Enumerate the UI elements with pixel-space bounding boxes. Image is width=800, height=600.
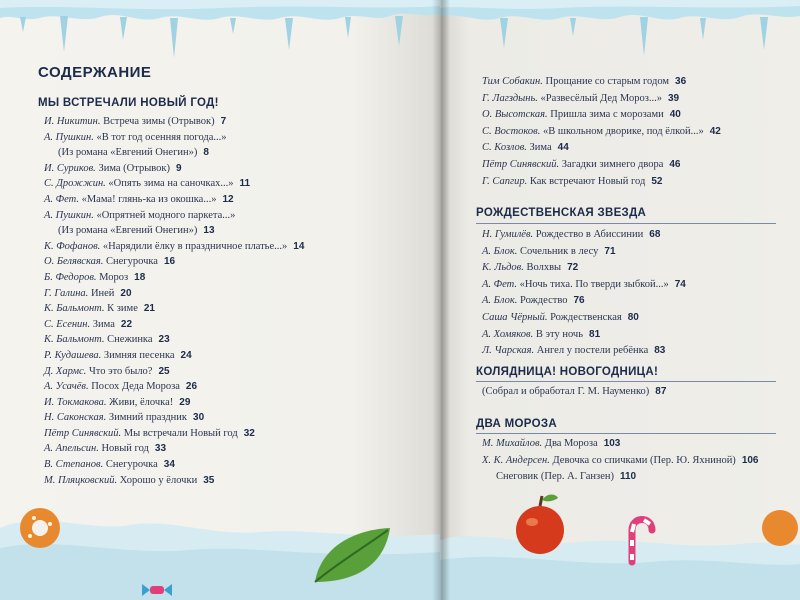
toc-entry: [44, 286, 304, 302]
toc-entry: [482, 174, 721, 191]
entry-page-number: 20: [120, 287, 132, 299]
entry-title: «В школьном дворике, под ёлкой...»: [542, 125, 704, 137]
entry-title: (Из романа «Евгений Онегин»): [58, 147, 198, 159]
toc-entry: [482, 469, 759, 486]
entry-author: А. Усачёв.: [44, 381, 89, 393]
entry-page-number: 7: [220, 116, 227, 127]
toc-entry: [482, 343, 686, 360]
entry-author: С. Востоков.: [482, 125, 541, 137]
toc-entry: [44, 379, 304, 395]
entry-page-number: 71: [604, 245, 616, 257]
entry-title: Девочка со спичками (Пер. Ю. Яхниной): [552, 454, 736, 466]
entry-author: Г. Лагздынь.: [482, 92, 538, 104]
toc-entry: [482, 293, 686, 310]
entry-page-number: 36: [675, 76, 687, 87]
section-heading: РОЖДЕСТВЕНСКАЯ ЗВЕЗДА: [476, 207, 647, 219]
entry-page-number: 42: [709, 125, 721, 137]
entry-page-number: 34: [163, 459, 175, 471]
entry-author: О. Высотская.: [482, 109, 548, 121]
entry-title: Зима: [92, 318, 115, 330]
section-entries: [44, 114, 304, 488]
entry-title: Снегурочка: [105, 459, 158, 471]
icicles-illustration: [0, 0, 440, 70]
toc-entry: [44, 130, 304, 146]
snowdrift-illustration: [440, 490, 800, 600]
entry-author: Б. Федоров.: [44, 271, 97, 283]
toc-entry: [482, 453, 759, 470]
entry-author: Д. Хармс.: [44, 365, 87, 377]
toc-title: СОДЕРЖАНИЕ: [38, 64, 152, 81]
toc-entry: [482, 227, 686, 244]
toc-entry: [44, 161, 304, 177]
entry-page-number: 22: [120, 318, 133, 330]
toc-entry: [482, 124, 721, 141]
toc-entry: [44, 441, 304, 457]
entry-author: И. Токмакова.: [44, 396, 107, 408]
entry-author: Х. К. Андерсен.: [482, 454, 550, 466]
entry-author: С. Есенин.: [44, 318, 91, 330]
entry-page-number: 40: [669, 109, 681, 121]
entry-author: С. Козлов.: [482, 142, 527, 154]
entry-author: К. Бальмонт.: [44, 303, 105, 315]
toc-entry: [482, 140, 721, 157]
entry-author: Г. Сапгир.: [482, 175, 528, 187]
toc-entry: [44, 239, 304, 255]
entry-page-number: 76: [573, 295, 585, 307]
entry-title: Снежинка: [107, 334, 153, 346]
toc-entry: [482, 74, 721, 91]
section-heading: МЫ ВСТРЕЧАЛИ НОВЫЙ ГОД!: [38, 97, 219, 109]
entry-title: Новый год: [101, 443, 149, 455]
book-spine: [432, 0, 450, 600]
entry-page-number: 46: [669, 158, 681, 170]
entry-title: «Ночь тиха. По тверди зыбкой...»: [519, 278, 669, 290]
entry-title: К зиме: [107, 303, 138, 315]
entry-author: О. Белявская.: [44, 256, 104, 268]
entry-author: Тим Собакин.: [482, 76, 543, 87]
entry-page-number: 30: [193, 412, 205, 424]
entry-author: И. Суриков.: [44, 162, 96, 174]
entry-page-number: 52: [651, 175, 663, 187]
entry-page-number: 39: [667, 92, 680, 104]
apple-icon: [516, 495, 564, 555]
entry-author: М. Пляцковский.: [44, 474, 118, 486]
ornament-icon: [762, 510, 798, 546]
entry-page-number: 25: [158, 365, 170, 377]
section-heading: КОЛЯДНИЦА! НОВОГОДНИЦА!: [476, 366, 659, 378]
entry-title: Загадки зимнего двора: [561, 158, 664, 170]
toc-entry: [482, 436, 759, 453]
entry-page-number: 81: [589, 328, 601, 340]
entry-title: «Опять зима на саночках...»: [108, 178, 234, 190]
entry-author: А. Пушкин.: [44, 209, 94, 221]
entry-page-number: 103: [603, 438, 621, 449]
entry-title: Рождество в Абиссинии: [535, 229, 644, 240]
entry-author: А. Апельсин.: [44, 443, 99, 455]
snowdrift-illustration: [0, 470, 440, 600]
entry-title: «Мама! глянь-ка из окошка...»: [81, 193, 217, 205]
entry-page-number: 14: [293, 240, 305, 252]
toc-entry: [482, 327, 686, 344]
entry-page-number: 8: [203, 147, 209, 159]
entry-page-number: 44: [557, 142, 569, 154]
toc-entry: [44, 145, 304, 161]
toc-entry: [44, 332, 304, 348]
toc-entry: [44, 317, 304, 333]
entry-title: Что это было?: [88, 365, 153, 377]
entry-title: Прощание со старым годом: [545, 76, 670, 87]
entry-title: «Развесёлый Дед Мороз...»: [540, 92, 662, 104]
entry-page-number: 9: [176, 162, 182, 174]
entry-author: Л. Чарская.: [482, 345, 535, 357]
entry-title: (Собрал и обработал Г. М. Науменко): [482, 386, 650, 397]
entry-author: К. Бальмонт.: [44, 334, 105, 346]
toc-entry: [482, 157, 721, 174]
entry-author: Г. Галина.: [44, 287, 89, 299]
entry-author: И. Никитин.: [44, 116, 101, 127]
entry-title: Снегурочка: [106, 256, 158, 268]
entry-title: Пришла зима с морозами: [550, 109, 664, 121]
entry-author: А. Фет.: [482, 278, 517, 290]
entry-author: Пётр Синявский.: [482, 158, 560, 170]
entry-title: Ангел у постели ребёнка: [536, 345, 649, 357]
entry-page-number: 33: [154, 443, 167, 455]
entry-author: С. Дрожжин.: [44, 178, 106, 190]
toc-entry: [44, 223, 304, 239]
entry-title: Иней: [90, 287, 115, 299]
toc-entry: [44, 348, 304, 364]
donut-icon: [20, 508, 60, 548]
entry-title: Мороз: [99, 271, 129, 283]
entry-title: Зимний праздник: [108, 412, 188, 424]
section-entries: [482, 436, 759, 486]
entry-author: А. Хомяков.: [482, 328, 534, 340]
entry-title: Зима: [529, 142, 552, 154]
right-page: [440, 0, 800, 600]
entry-page-number: 87: [655, 386, 667, 397]
toc-entry: [482, 244, 686, 261]
section-rule: [476, 381, 776, 382]
entry-author: А. Блок.: [482, 245, 518, 257]
section-entries: [482, 74, 721, 190]
toc-entry: [482, 91, 721, 108]
entry-author: К. Льдов.: [482, 262, 524, 274]
entry-page-number: 106: [741, 454, 759, 466]
section-entries: [482, 384, 666, 401]
entry-title: «Опрятней модного паркета...»: [96, 209, 236, 221]
toc-entry: [44, 192, 304, 208]
entry-title: Посох Деда Мороза: [91, 381, 180, 393]
entry-title: Рождественская: [550, 311, 622, 323]
entry-title: Зимняя песенка: [103, 349, 175, 361]
entry-title: Встреча зимы (Отрывок): [103, 116, 215, 127]
entry-title: Хорошо у ёлочки: [119, 474, 198, 486]
entry-title: Живи, ёлочка!: [109, 396, 174, 408]
toc-entry: [482, 107, 721, 124]
entry-author: А. Блок.: [482, 295, 518, 307]
section-rule: [476, 223, 776, 224]
entry-title: «В тот год осенняя погода...»: [96, 131, 227, 143]
entry-page-number: 74: [674, 278, 686, 290]
entry-title: Снеговик (Пер. А. Ганзен): [496, 471, 614, 483]
toc-entry: [44, 254, 304, 270]
entry-author: Н. Гумилёв.: [482, 229, 534, 240]
toc-entry: [44, 301, 304, 317]
entry-page-number: 32: [243, 427, 255, 439]
entry-author: М. Михайлов.: [482, 438, 543, 449]
entry-title: Мы встречали Новый год: [123, 427, 238, 439]
section-rule: [476, 433, 776, 434]
toc-entry: [482, 310, 686, 327]
section-heading: ДВА МОРОЗА: [476, 418, 557, 430]
entry-author: Саша Чёрный.: [482, 311, 548, 323]
entry-page-number: 26: [185, 381, 198, 393]
entry-page-number: 13: [203, 225, 215, 237]
toc-entry: [44, 395, 304, 411]
entry-page-number: 83: [654, 345, 666, 357]
entry-page-number: 68: [649, 229, 661, 240]
toc-entry: [44, 426, 304, 442]
entry-author: А. Пушкин.: [44, 131, 94, 143]
entry-page-number: 80: [627, 311, 639, 323]
toc-entry: [44, 270, 304, 286]
entry-title: Как встречают Новый год: [529, 175, 646, 187]
entry-title: «Нарядили ёлку в праздничное платье...»: [102, 240, 288, 252]
entry-page-number: 35: [203, 474, 215, 486]
entry-page-number: 24: [180, 349, 192, 361]
icicles-illustration: [440, 0, 800, 70]
entry-page-number: 12: [222, 193, 234, 205]
entry-page-number: 29: [179, 396, 191, 408]
entry-title: Рождество: [519, 295, 568, 307]
entry-title: (Из романа «Евгений Онегин»): [58, 225, 198, 237]
toc-entry: [482, 277, 686, 294]
entry-author: Р. Кудашева.: [44, 349, 102, 361]
entry-author: К. Фофанов.: [44, 240, 101, 252]
entry-title: Зима (Отрывок): [98, 162, 171, 174]
entry-title: Сочельник в лесу: [519, 245, 599, 257]
toc-entry: [482, 384, 666, 401]
toc-entry: [44, 176, 304, 192]
entry-page-number: 110: [619, 471, 637, 483]
entry-author: Н. Саконская.: [44, 412, 107, 424]
entry-title: Волхвы: [526, 262, 562, 274]
entry-author: Пётр Синявский.: [44, 427, 122, 439]
entry-page-number: 23: [158, 334, 170, 346]
entry-page-number: 21: [143, 303, 155, 315]
entry-author: А. Фет.: [44, 193, 79, 205]
entry-page-number: 72: [567, 262, 579, 274]
toc-entry: [44, 208, 304, 224]
toc-entry: [44, 364, 304, 380]
toc-entry: [44, 114, 304, 130]
entry-page-number: 16: [163, 256, 176, 268]
toc-entry: [44, 410, 304, 426]
entry-page-number: 11: [239, 178, 251, 190]
entry-page-number: 18: [134, 271, 146, 283]
entry-author: В. Степанов.: [44, 459, 104, 471]
toc-entry: [482, 260, 686, 277]
entry-title: Два Мороза: [544, 438, 598, 449]
entry-title: В эту ночь: [535, 328, 584, 340]
section-entries: [482, 227, 686, 360]
